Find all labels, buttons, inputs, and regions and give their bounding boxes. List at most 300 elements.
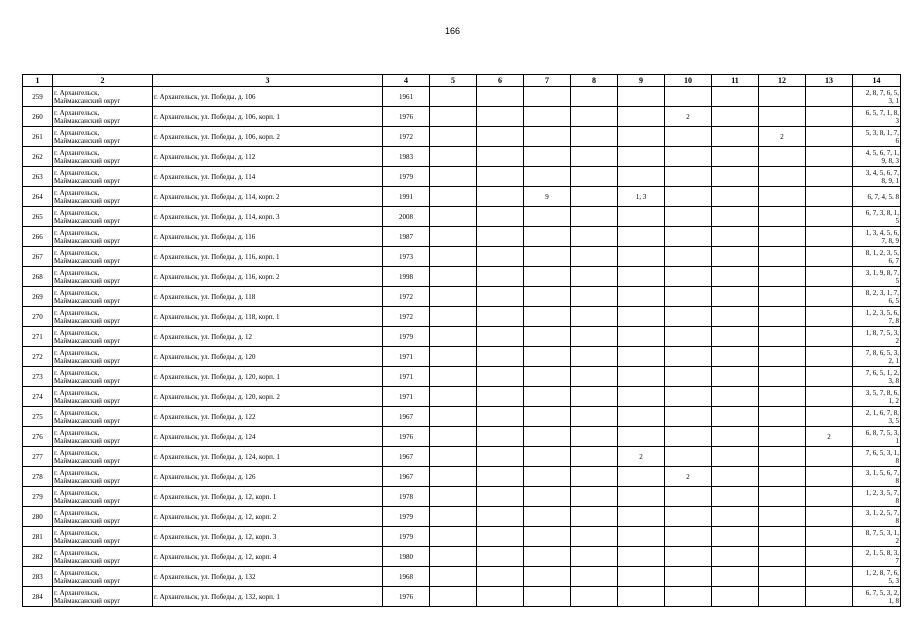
- column-7-cell: [524, 567, 571, 587]
- table-row: [23, 407, 901, 427]
- column-6-cell: [477, 587, 524, 607]
- column-13-cell: [806, 487, 853, 507]
- row-number-cell: 282: [23, 547, 53, 567]
- address-cell: г. Архангельск, ул. Победы, д. 106, корп. 2: [153, 127, 383, 147]
- column-5-cell: [430, 127, 477, 147]
- district-cell: [53, 147, 153, 167]
- column-7-cell: [524, 227, 571, 247]
- column-8-cell: [571, 147, 618, 167]
- column-10-cell: [665, 407, 712, 427]
- column-5-cell: [430, 207, 477, 227]
- year-cell: 1998: [383, 267, 430, 287]
- column-6-cell: [477, 287, 524, 307]
- column-11-cell: [712, 567, 759, 587]
- column-7-cell: [524, 407, 571, 427]
- cell-line: 1, 2, 8, 7, 6,: [865, 568, 899, 577]
- column-8-cell: [571, 87, 618, 107]
- column-12-cell: [759, 587, 806, 607]
- cell-line: 8, 9, 1: [881, 176, 899, 185]
- row-number-cell: 275: [23, 407, 53, 427]
- cell-line: Маймаксанский округ: [54, 196, 121, 205]
- column-5-cell: [430, 187, 477, 207]
- column-7-cell: [524, 327, 571, 347]
- cell-line: 2, 8, 7, 6, 5,: [865, 88, 899, 97]
- column-12-cell: [759, 547, 806, 567]
- column-5-cell: [430, 107, 477, 127]
- year-cell: 1973: [383, 247, 430, 267]
- column-12-cell: [759, 407, 806, 427]
- column-12-cell: [759, 207, 806, 227]
- row-number-cell: 278: [23, 467, 53, 487]
- address-cell: г. Архангельск, ул. Победы, д. 124: [153, 427, 383, 447]
- column-8-cell: [571, 227, 618, 247]
- column-5-cell: [430, 327, 477, 347]
- column-6-cell: [477, 567, 524, 587]
- address-cell: г. Архангельск, ул. Победы, д. 114: [153, 167, 383, 187]
- year-cell: 1972: [383, 127, 430, 147]
- year-cell: 1991: [383, 187, 430, 207]
- column-6-cell: [477, 247, 524, 267]
- column-9-cell: [618, 587, 665, 607]
- cell-line: 8, 2, 3, 1, 7,: [865, 288, 899, 297]
- column-14-cell: [853, 107, 901, 127]
- column-6-cell: [477, 267, 524, 287]
- column-6-cell: [477, 207, 524, 227]
- cell-line: Маймаксанский округ: [54, 356, 121, 365]
- column-6-cell: [477, 487, 524, 507]
- column-9-cell: [618, 307, 665, 327]
- column-6-cell: [477, 107, 524, 127]
- column-13-cell: [806, 367, 853, 387]
- column-14-cell: [853, 247, 901, 267]
- column-13-cell: [806, 247, 853, 267]
- cell-line: 3, 5: [888, 416, 899, 425]
- column-11-cell: [712, 267, 759, 287]
- cell-line: Маймаксанский округ: [54, 216, 121, 225]
- column-12-cell: [759, 227, 806, 247]
- cell-line: Маймаксанский округ: [54, 436, 121, 445]
- year-cell: 1987: [383, 227, 430, 247]
- district-cell: [53, 447, 153, 467]
- cell-line: г. Архангельск,: [54, 248, 100, 257]
- district-cell: [53, 107, 153, 127]
- column-14-cell: [853, 527, 901, 547]
- column-7-cell: [524, 167, 571, 187]
- cell-line: г. Архангельск,: [54, 488, 100, 497]
- row-number-cell: 271: [23, 327, 53, 347]
- column-6-cell: [477, 307, 524, 327]
- cell-line: 4, 5, 6, 7, 1,: [865, 148, 899, 157]
- column-10-cell: [665, 587, 712, 607]
- cell-line: 7, 8, 6, 5, 3,: [865, 348, 899, 357]
- cell-line: 9, 8, 3: [881, 156, 899, 165]
- column-9-cell: [618, 267, 665, 287]
- table-row: [23, 107, 901, 127]
- row-number-cell: 276: [23, 427, 53, 447]
- year-cell: 1971: [383, 347, 430, 367]
- table-row: [23, 227, 901, 247]
- column-10-cell: [665, 447, 712, 467]
- cell-line: Маймаксанский округ: [54, 236, 121, 245]
- year-cell: 2008: [383, 207, 430, 227]
- column-13-cell: [806, 507, 853, 527]
- column-10-cell: [665, 347, 712, 367]
- cell-line: г. Архангельск,: [54, 188, 100, 197]
- column-10-cell: [665, 427, 712, 447]
- cell-line: 1, 8, 7, 5, 3,: [865, 328, 899, 337]
- table-row: [23, 207, 901, 227]
- column-8-cell: [571, 327, 618, 347]
- cell-line: г. Архангельск,: [54, 408, 100, 417]
- district-cell: [53, 527, 153, 547]
- column-8-cell: [571, 387, 618, 407]
- cell-line: г. Архангельск,: [54, 508, 100, 517]
- column-5-cell: [430, 427, 477, 447]
- cell-line: 6: [895, 136, 899, 145]
- column-header-8: 8: [571, 75, 618, 87]
- column-7-cell: [524, 427, 571, 447]
- column-5-cell: [430, 247, 477, 267]
- column-7-cell: [524, 367, 571, 387]
- district-cell: [53, 267, 153, 287]
- column-9-cell: [618, 247, 665, 267]
- column-13-cell: [806, 467, 853, 487]
- column-8-cell: [571, 407, 618, 427]
- column-12-cell: [759, 447, 806, 467]
- cell-line: г. Архангельск,: [54, 288, 100, 297]
- column-8-cell: [571, 207, 618, 227]
- district-cell: [53, 507, 153, 527]
- district-cell: [53, 87, 153, 107]
- column-10-cell: [665, 487, 712, 507]
- cell-line: Маймаксанский округ: [54, 596, 121, 605]
- cell-line: 2, 1: [888, 356, 899, 365]
- cell-line: г. Архангельск,: [54, 588, 100, 597]
- column-header-6: 6: [477, 75, 524, 87]
- column-8-cell: [571, 427, 618, 447]
- column-14-cell: [853, 267, 901, 287]
- cell-line: Маймаксанский округ: [54, 156, 121, 165]
- column-14-cell: [853, 307, 901, 327]
- table-row: [23, 447, 901, 467]
- table-row: [23, 87, 901, 107]
- column-9-cell: [618, 227, 665, 247]
- row-number-cell: 268: [23, 267, 53, 287]
- column-5-cell: [430, 367, 477, 387]
- row-number-cell: 274: [23, 387, 53, 407]
- row-number-cell: 283: [23, 567, 53, 587]
- cell-line: 8: [895, 456, 899, 465]
- table-row: [23, 327, 901, 347]
- row-number-cell: 265: [23, 207, 53, 227]
- column-9-cell: [618, 107, 665, 127]
- cell-line: 2, 1, 5, 8, 3,: [865, 548, 899, 557]
- column-6-cell: [477, 167, 524, 187]
- cell-line: Маймаксанский округ: [54, 556, 121, 565]
- cell-line: 3, 1, 2, 5, 7,: [865, 508, 899, 517]
- year-cell: 1967: [383, 467, 430, 487]
- cell-line: г. Архангельск,: [54, 308, 100, 317]
- column-10-cell: [665, 247, 712, 267]
- cell-line: г. Архангельск,: [54, 208, 100, 217]
- column-11-cell: [712, 527, 759, 547]
- column-9-cell: [618, 127, 665, 147]
- column-header-12: 12: [759, 75, 806, 87]
- column-14-cell: [853, 427, 901, 447]
- column-12-cell: [759, 387, 806, 407]
- column-9-cell: [618, 527, 665, 547]
- year-cell: 1976: [383, 107, 430, 127]
- column-11-cell: [712, 447, 759, 467]
- column-6-cell: [477, 467, 524, 487]
- cell-line: Маймаксанский округ: [54, 456, 121, 465]
- column-8-cell: [571, 127, 618, 147]
- column-5-cell: [430, 547, 477, 567]
- column-8-cell: [571, 347, 618, 367]
- page-number: 166: [444, 26, 461, 36]
- table-row: [23, 487, 901, 507]
- column-9-cell: [618, 87, 665, 107]
- address-cell: г. Архангельск, ул. Победы, д. 120, корп. 2: [153, 387, 383, 407]
- column-8-cell: [571, 287, 618, 307]
- table-row: [23, 387, 901, 407]
- column-10-cell: [665, 367, 712, 387]
- address-cell: г. Архангельск, ул. Победы, д. 124, корп. 1: [153, 447, 383, 467]
- column-9-cell: [618, 427, 665, 447]
- column-header-10: 10: [665, 75, 712, 87]
- row-number-cell: 279: [23, 487, 53, 507]
- column-7-cell: [524, 147, 571, 167]
- column-5-cell: [430, 87, 477, 107]
- row-number-cell: 266: [23, 227, 53, 247]
- address-cell: г. Архангельск, ул. Победы, д. 116: [153, 227, 383, 247]
- cell-line: 8: [895, 496, 899, 505]
- address-cell: г. Архангельск, ул. Победы, д. 122: [153, 407, 383, 427]
- column-7-cell: [524, 447, 571, 467]
- column-12-cell: [759, 487, 806, 507]
- column-13-cell: [806, 407, 853, 427]
- column-8-cell: [571, 307, 618, 327]
- cell-line: г. Архангельск,: [54, 548, 100, 557]
- column-11-cell: [712, 467, 759, 487]
- column-7-cell: [524, 547, 571, 567]
- column-6-cell: [477, 347, 524, 367]
- column-13-cell: [806, 87, 853, 107]
- column-8-cell: [571, 487, 618, 507]
- cell-line: 1, 2: [888, 396, 899, 405]
- district-cell: [53, 167, 153, 187]
- column-5-cell: [430, 527, 477, 547]
- row-number-cell: 262: [23, 147, 53, 167]
- row-number-cell: 263: [23, 167, 53, 187]
- row-number-cell: 264: [23, 187, 53, 207]
- cell-line: 6, 8, 7, 5, 3,: [865, 428, 899, 437]
- column-header-2: 2: [53, 75, 153, 87]
- column-12-cell: [759, 427, 806, 447]
- address-cell: г. Архангельск, ул. Победы, д. 118, корп. 1: [153, 307, 383, 327]
- column-10-cell: [665, 287, 712, 307]
- column-8-cell: [571, 567, 618, 587]
- district-cell: [53, 187, 153, 207]
- district-cell: [53, 327, 153, 347]
- column-6-cell: [477, 527, 524, 547]
- column-9-cell: [618, 487, 665, 507]
- cell-line: 2: [895, 336, 899, 345]
- column-14-cell: [853, 487, 901, 507]
- column-7-cell: [524, 87, 571, 107]
- column-header-1: 1: [23, 75, 53, 87]
- column-5-cell: [430, 567, 477, 587]
- column-9-cell: [618, 147, 665, 167]
- table-row: [23, 547, 901, 567]
- column-14-cell: [853, 207, 901, 227]
- column-7-cell: [524, 127, 571, 147]
- address-cell: г. Архангельск, ул. Победы, д. 12: [153, 327, 383, 347]
- district-cell: [53, 347, 153, 367]
- column-11-cell: [712, 187, 759, 207]
- year-cell: 1979: [383, 507, 430, 527]
- cell-line: 5: [895, 276, 899, 285]
- cell-line: г. Архангельск,: [54, 468, 100, 477]
- row-number-cell: 277: [23, 447, 53, 467]
- column-11-cell: [712, 247, 759, 267]
- address-cell: г. Архангельск, ул. Победы, д. 116, корп. 2: [153, 267, 383, 287]
- address-cell: г. Архангельск, ул. Победы, д. 116, корп. 1: [153, 247, 383, 267]
- district-cell: [53, 207, 153, 227]
- cell-line: г. Архангельск,: [54, 168, 100, 177]
- cell-line: Маймаксанский округ: [54, 416, 121, 425]
- year-cell: 1967: [383, 407, 430, 427]
- address-cell: г. Архангельск, ул. Победы, д. 12, корп. 3: [153, 527, 383, 547]
- cell-line: 3, 5, 7, 8, 6,: [865, 388, 899, 397]
- cell-line: г. Архангельск,: [54, 448, 100, 457]
- column-14-cell: [853, 227, 901, 247]
- address-cell: г. Архангельск, ул. Победы, д. 132: [153, 567, 383, 587]
- column-5-cell: [430, 467, 477, 487]
- cell-line: 3, 8: [888, 376, 899, 385]
- row-number-cell: 261: [23, 127, 53, 147]
- column-14-cell: [853, 587, 901, 607]
- column-13-cell: [806, 387, 853, 407]
- cell-line: 3: [895, 116, 899, 125]
- column-header-11: 11: [712, 75, 759, 87]
- column-12-cell: 2: [759, 127, 806, 147]
- table-row: [23, 467, 901, 487]
- district-cell: [53, 247, 153, 267]
- column-13-cell: [806, 227, 853, 247]
- column-9-cell: [618, 567, 665, 587]
- cell-line: г. Архангельск,: [54, 328, 100, 337]
- cell-line: Маймаксанский округ: [54, 476, 121, 485]
- column-13-cell: [806, 167, 853, 187]
- column-7-cell: [524, 267, 571, 287]
- column-11-cell: [712, 507, 759, 527]
- district-cell: [53, 387, 153, 407]
- column-7-cell: [524, 287, 571, 307]
- row-number-cell: 267: [23, 247, 53, 267]
- column-5-cell: [430, 447, 477, 467]
- column-header-5: 5: [430, 75, 477, 87]
- district-cell: [53, 407, 153, 427]
- cell-line: Маймаксанский округ: [54, 496, 121, 505]
- column-11-cell: [712, 147, 759, 167]
- column-6-cell: [477, 327, 524, 347]
- cell-line: г. Архангельск,: [54, 268, 100, 277]
- column-7-cell: [524, 307, 571, 327]
- district-cell: [53, 587, 153, 607]
- column-14-cell: [853, 387, 901, 407]
- column-14-cell: [853, 567, 901, 587]
- column-7-cell: [524, 587, 571, 607]
- column-11-cell: [712, 367, 759, 387]
- column-10-cell: [665, 147, 712, 167]
- column-7-cell: [524, 507, 571, 527]
- year-cell: 1972: [383, 287, 430, 307]
- column-10-cell: [665, 547, 712, 567]
- column-9-cell: [618, 467, 665, 487]
- column-9-cell: [618, 347, 665, 367]
- column-12-cell: [759, 467, 806, 487]
- column-5-cell: [430, 147, 477, 167]
- district-cell: [53, 487, 153, 507]
- column-7-cell: [524, 387, 571, 407]
- column-14-cell: [853, 447, 901, 467]
- column-10-cell: 2: [665, 467, 712, 487]
- column-6-cell: [477, 127, 524, 147]
- address-cell: г. Архангельск, ул. Победы, д. 126: [153, 467, 383, 487]
- column-13-cell: [806, 447, 853, 467]
- column-header-4: 4: [383, 75, 430, 87]
- column-7-cell: [524, 347, 571, 367]
- table-row: [23, 527, 901, 547]
- column-10-cell: [665, 167, 712, 187]
- column-5-cell: [430, 307, 477, 327]
- column-7-cell: [524, 487, 571, 507]
- cell-line: Маймаксанский округ: [54, 136, 121, 145]
- column-12-cell: [759, 327, 806, 347]
- column-header-7: 7: [524, 75, 571, 87]
- cell-line: 5, 3: [888, 576, 899, 585]
- column-11-cell: [712, 287, 759, 307]
- year-cell: 1983: [383, 147, 430, 167]
- cell-line: 6, 7, 4, 5. 8: [867, 192, 899, 201]
- column-7-cell: [524, 467, 571, 487]
- column-5-cell: [430, 507, 477, 527]
- year-cell: 1968: [383, 567, 430, 587]
- row-number-cell: 281: [23, 527, 53, 547]
- cell-line: 1, 2, 3, 5, 6,: [865, 308, 899, 317]
- cell-line: Маймаксанский округ: [54, 516, 121, 525]
- column-6-cell: [477, 447, 524, 467]
- cell-line: Маймаксанский округ: [54, 176, 121, 185]
- district-cell: [53, 287, 153, 307]
- column-13-cell: [806, 587, 853, 607]
- row-number-cell: 259: [23, 87, 53, 107]
- column-14-cell: [853, 547, 901, 567]
- cell-line: г. Архангельск,: [54, 148, 100, 157]
- column-6-cell: [477, 547, 524, 567]
- cell-line: 8: [895, 476, 899, 485]
- column-14-cell: [853, 187, 901, 207]
- cell-line: 6, 7: [888, 256, 899, 265]
- column-8-cell: [571, 267, 618, 287]
- column-12-cell: [759, 247, 806, 267]
- column-14-cell: [853, 367, 901, 387]
- table-header: [23, 75, 901, 87]
- row-number-cell: 284: [23, 587, 53, 607]
- address-cell: г. Архангельск, ул. Победы, д. 118: [153, 287, 383, 307]
- column-11-cell: [712, 227, 759, 247]
